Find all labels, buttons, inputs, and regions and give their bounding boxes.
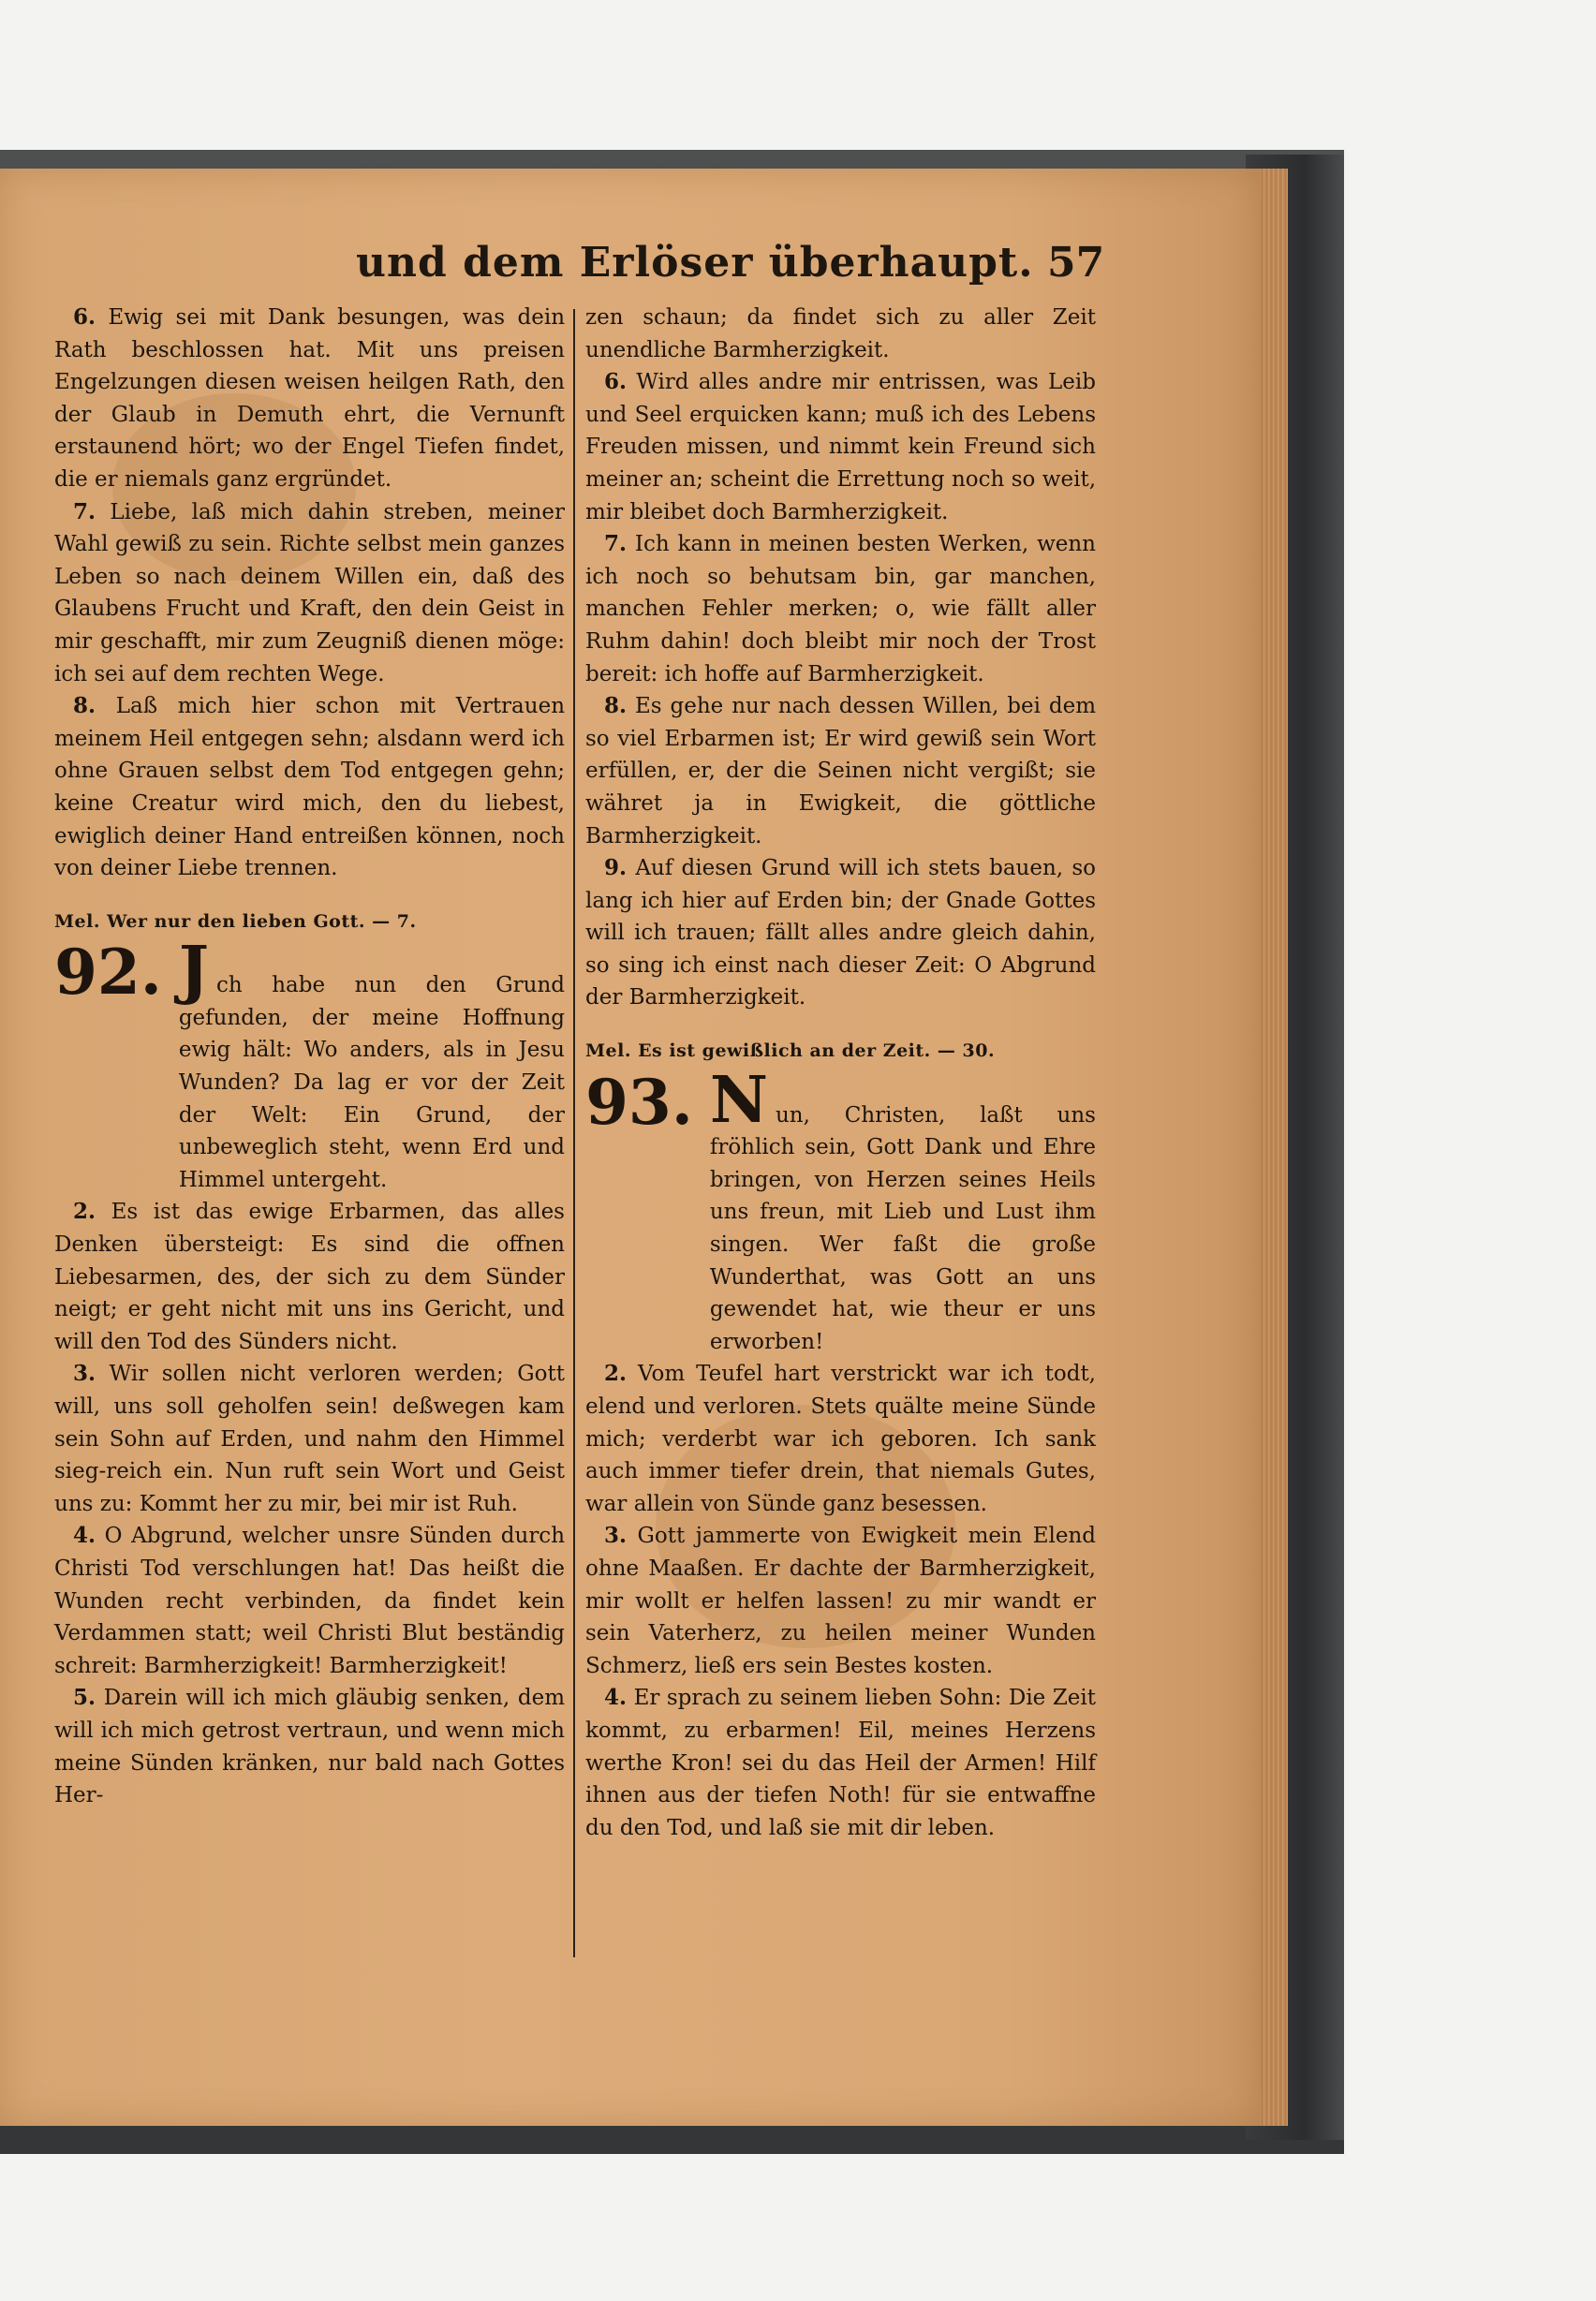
stanza-number: 3. [73,1361,96,1387]
hymn-number: 93. [585,1065,693,1139]
stanza-text: Liebe, laß mich dahin streben, meiner Wahl gewiß zu sein. Richte selbst mein ganzes Leben so nach deinem Willen ein, daß des Glaubens Frucht und Kraft, den dein Geist in mir geschafft, mir zum Zeugniß dienen möge: ich sei auf dem rechten Wege. [54,499,566,686]
stanza [585,528,1096,690]
hymn-number: 92. [54,936,162,1010]
stanza [54,302,565,496]
stanza-number: 8. [604,693,628,719]
stanza [585,1520,1096,1682]
stanza [54,1520,565,1682]
stanza [585,366,1096,528]
stanza-text: Darein will ich mich gläubig senken, dem will ich mich getrost vertraun, und wenn mich meine Sünden kränken, nur bald nach Gottes Her- [54,1686,566,1808]
stanza-number: 6. [73,304,96,330]
stanza [585,852,1096,1014]
stanza [54,690,565,885]
page-number: 57 [1047,239,1105,287]
drop-initial: N [709,1062,768,1138]
stanza-number: 7. [604,531,628,557]
left-column [54,302,565,1812]
running-header: und dem Erlöser überhaupt. [356,239,1034,287]
stanza-text: Auf diesen Grund will ich stets bauen, so lang ich hier auf Erden bin; der Gnade Gottes will ich trauen; fällt alles andre gleich dahin, so sing ich einst nach dieser Zeit: O Abgrund der Barmherzigkeit. [585,856,1097,1010]
hymn-first-stanza [709,1062,1096,1359]
stanza-text: ch habe nun den Grund gefunden, der meine Hoffnung ewig hält: Wo anders, als in Jesu Wunden? Da lag er vor der Zeit der Welt: Ein Grund, der unbeweglich steht, wenn Erd und Himmel untergeht. [178,973,565,1192]
stanza-text: Vom Teufel hart verstrickt war ich todt, elend und verloren. Stets quälte meine Sünde mich; verderbt war ich geboren. Ich sank auch immer tiefer drein, that niemals Gutes, war allein von Sünde ganz besessen. [585,1362,1096,1516]
stanza-number: 7. [73,498,96,524]
stanza-text: un, Christen, laßt uns fröhlich sein, Gott Dank und Ehre bringen, von Herzen seines Heils uns freun, mit Lieb und Lust ihm singen. Wer faßt die große Wunderthat, was Gott an uns gewendet hat, wie theur er uns erworben! [709,1102,1096,1354]
column-divider [573,309,575,1957]
stanza-text: Ich kann in meinen besten Werken, wenn ich noch so behutsam bin, gar manchen, manchen Fehler merken; o, wie fällt aller Ruhm dahin! doch bleibt mir noch der Trost bereit: ich hoffe auf Barmherzigkeit. [585,532,1096,686]
hymn-heading [54,933,565,1196]
stanza-text: Es gehe nur nach dessen Willen, bei dem so viel Erbarmen ist; Er wird gewiß sein Wort erfüllen, er, der die Seinen nicht vergißt; sie währet ja in Ewigkeit, die göttliche Barmherzigkeit. [585,694,1097,848]
stanza-text: Es ist das ewige Erbarmen, das alles Denken übersteigt: Es sind die offnen Liebesarmen, des, der sich zu dem Sünder neigt; er geht nicht mit uns ins Gericht, und will den Tod des Sünders nicht. [54,1200,565,1354]
stanza-number: 2. [604,1361,628,1387]
stanza-text: Wir sollen nicht verloren werden; Gott will, uns soll geholfen sein! deßwegen kam sein Sohn auf Erden, und nahm den Himmel sieg-reich ein. Nun ruft sein Wort und Geist uns zu: Kommt her zu mir, bei mir ist Ruh. [54,1362,566,1516]
page-edges [1260,169,1288,2126]
stanza-number: 4. [73,1523,96,1549]
melody-reference: Mel. Es ist gewißlich an der Zeit. — 30. [585,1040,996,1062]
stanza [585,1682,1096,1844]
stanza [54,1196,565,1358]
stanza-number: 2. [73,1199,96,1225]
stanza-number: 9. [604,855,628,881]
stanza-number: 5. [73,1685,96,1711]
stanza-number: 8. [73,693,96,719]
stanza-continuation: zen schaun; da findet sich zu aller Zeit unendliche Barmherzigkeit. [585,305,1096,362]
hymn-heading [585,1062,1096,1359]
stanza-text: Laß mich hier schon mit Vertrauen meinem Heil entgegen sehn; alsdann werd ich ohne Grauen selbst dem Tod entgegen gehn; keine Creatur wird mich, den du liebest, ewiglich deiner Hand entreißen können, noch von deiner Liebe trennen. [54,694,566,881]
right-column [585,302,1096,1844]
stanza [585,1358,1096,1520]
stanza [54,1682,565,1811]
stanza-number: 3. [604,1523,628,1549]
stanza-number: 6. [604,369,628,395]
stanza-text: Er sprach zu seinem lieben Sohn: Die Zeit kommt, zu erbarmen! Eil, meines Herzens werthe Kron! sei du das Heil der Armen! Hilf ihnen aus der tiefen Noth! für sie entwaffne du den Tod, und laß sie mit dir leben. [585,1686,1097,1840]
hymn-first-stanza [178,933,565,1196]
stanza-text: Gott jammerte von Ewigkeit mein Elend ohne Maaßen. Er dachte der Barmherzigkeit, mir wollt er helfen lassen! zu mir wandt er sein Vaterherz, zu heilen meiner Wunden Schmerz, ließ ers sein Bestes kosten. [585,1524,1096,1678]
stanza-text: O Abgrund, welcher unsre Sünden durch Christi Tod verschlungen hat! Das heißt die Wunden recht verbinden, da findet kein Verdammen statt; weil Christi Blut beständig schreit: Barmherzigkeit! Barmherzigkeit! [54,1524,566,1678]
melody-reference: Mel. Wer nur den lieben Gott. — 7. [54,910,417,932]
stanza [585,690,1096,852]
stanza-number: 4. [604,1685,628,1711]
drop-initial: J [178,933,210,1009]
stanza-text: Ewig sei mit Dank besungen, was dein Rath beschlossen hat. Mit uns preisen Engelzungen diesen weisen heilgen Rath, den der Glaub in Demuth ehrt, die Vernunft erstaunend hört; wo der Engel Tiefen findet, die er niemals ganz ergründet. [54,305,566,492]
stanza [54,496,565,691]
stanza [54,1358,565,1520]
stanza-text: Wird alles andre mir entrissen, was Leib und Seel erquicken kann; muß ich des Lebens Freuden missen, und nimmt kein Freund sich meiner an; scheint die Errettung noch so weit, mir bleibet doch Barmherzigkeit. [585,370,1096,524]
